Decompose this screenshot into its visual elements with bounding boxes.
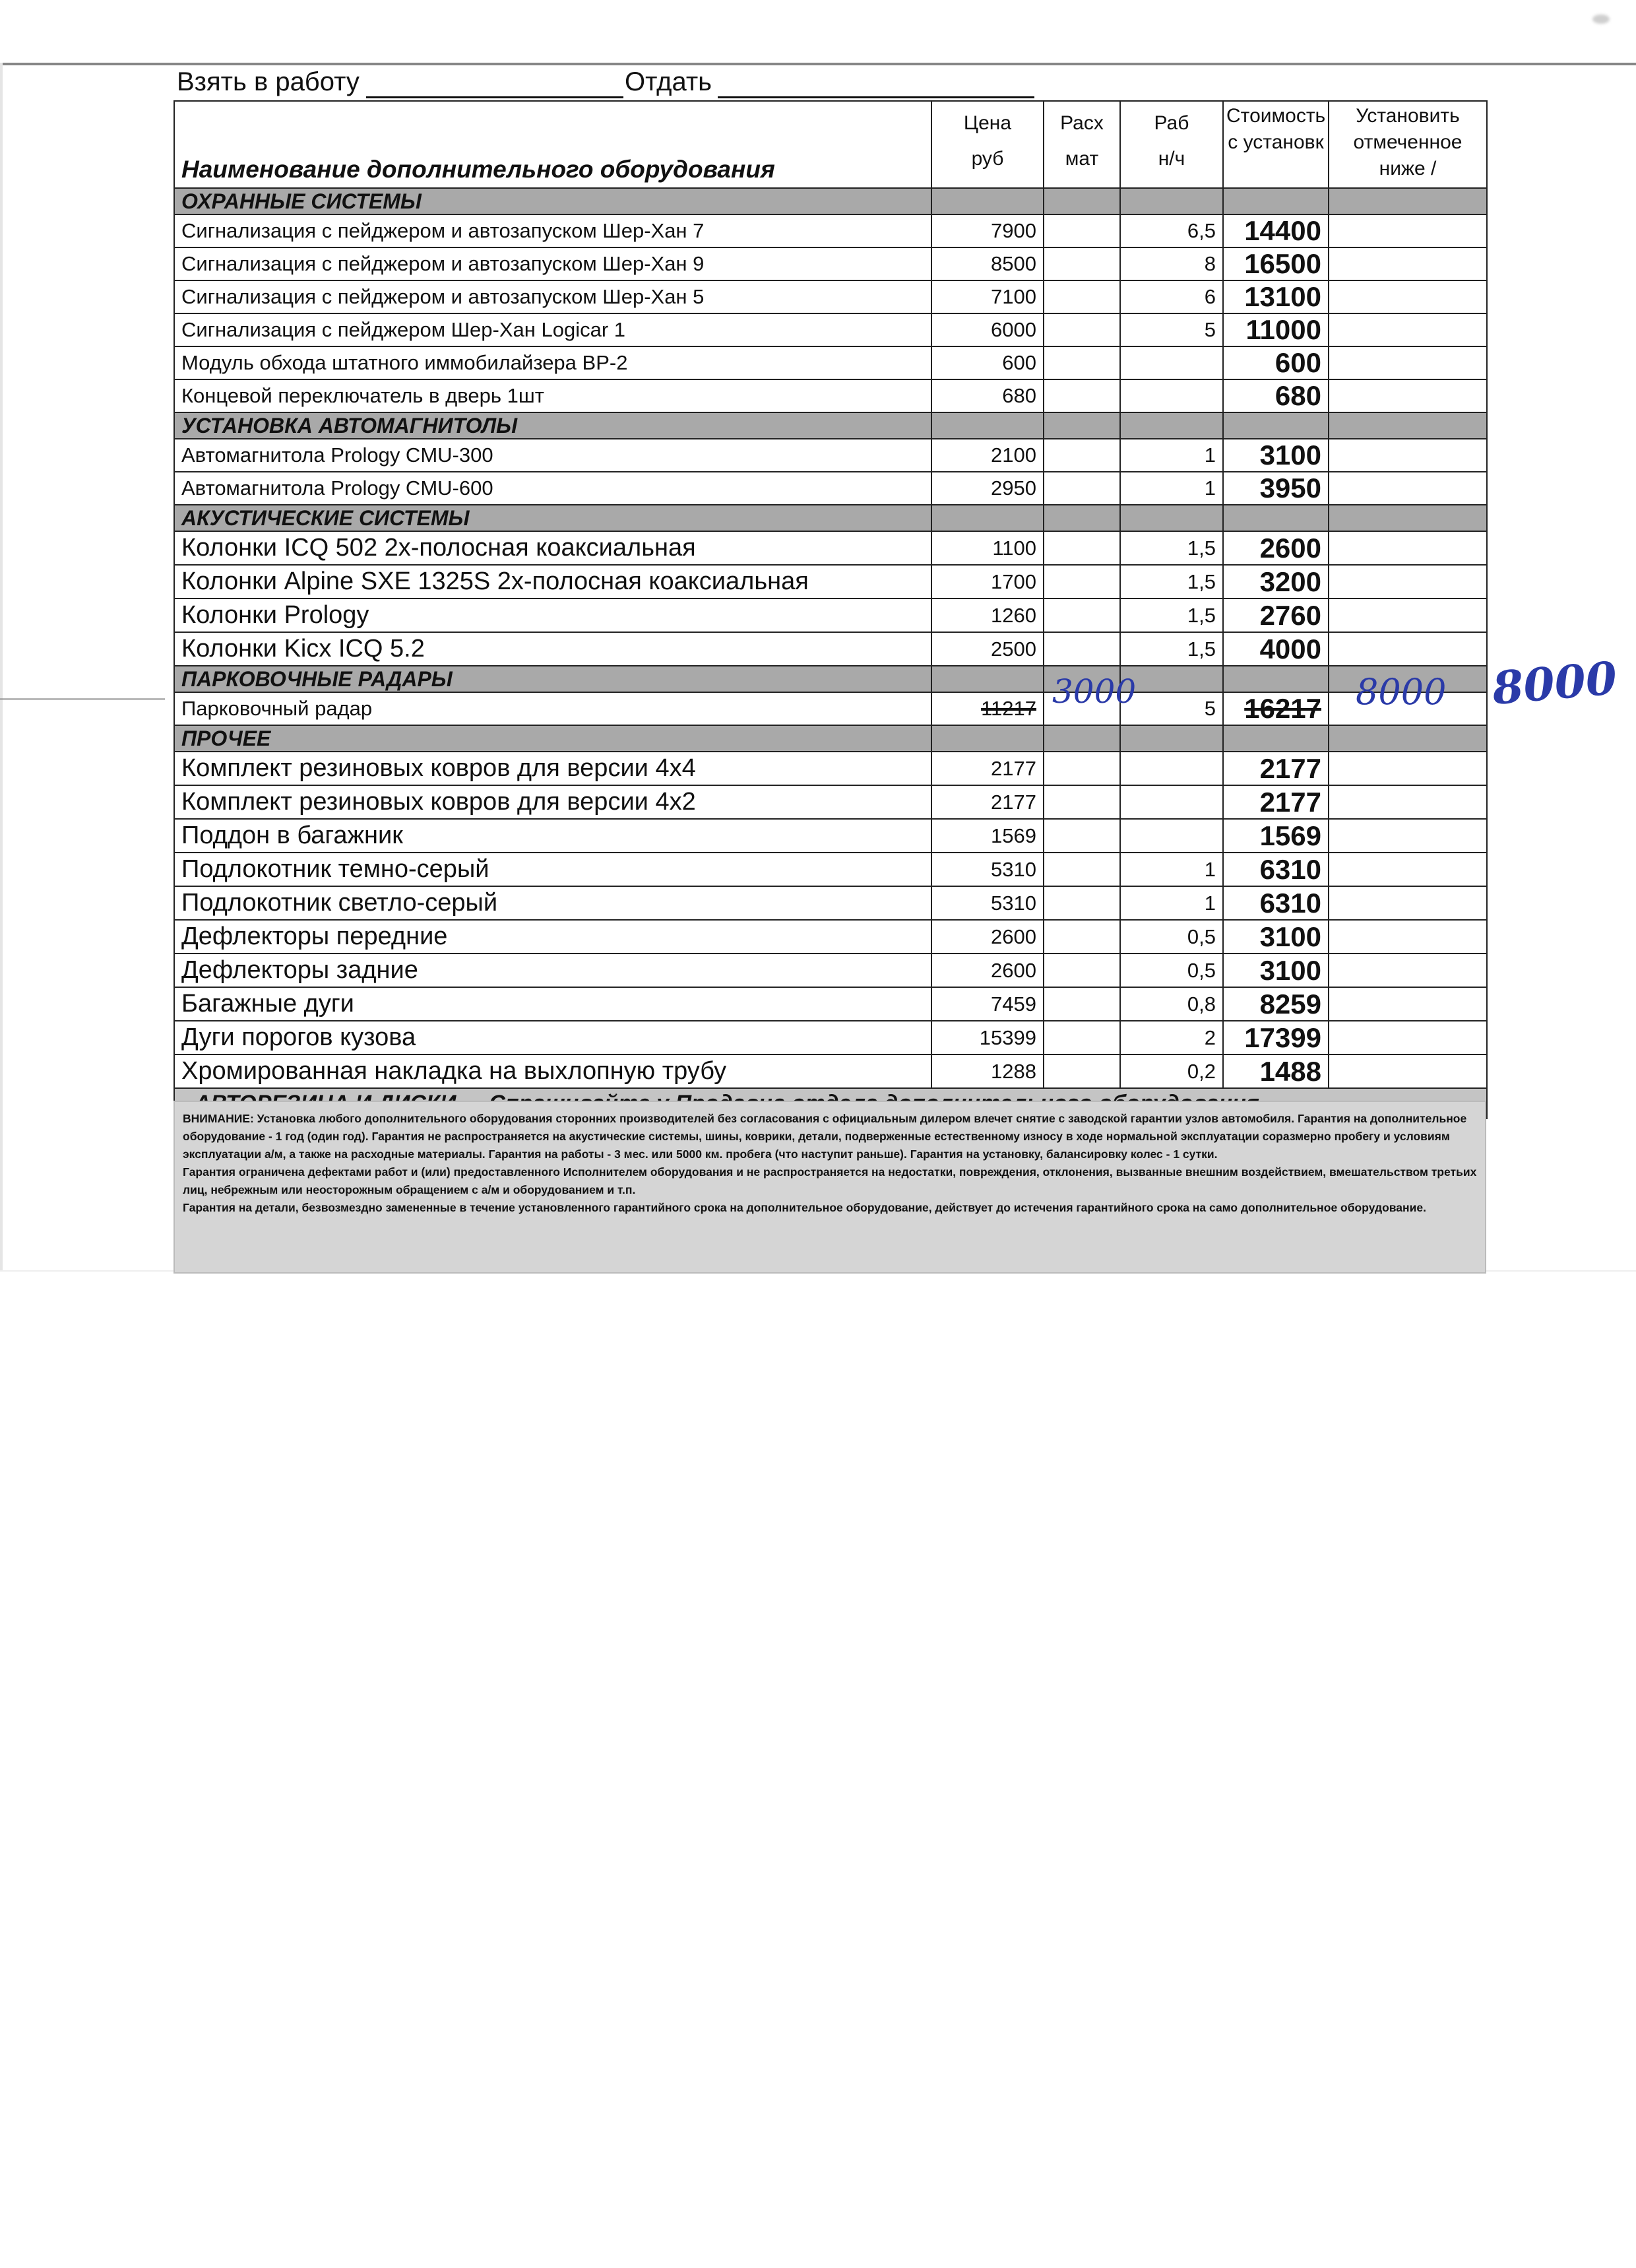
item-price: 1260 bbox=[931, 599, 1044, 632]
item-name: Колонки Kicx ICQ 5.2 bbox=[174, 632, 931, 666]
section-title: ПАРКОВОЧНЫЕ РАДАРЫ bbox=[174, 666, 931, 692]
section-header-row bbox=[174, 505, 1487, 531]
item-material bbox=[1044, 599, 1120, 632]
handwritten-signature: 8000 bbox=[1490, 651, 1620, 716]
item-total: 13100 bbox=[1223, 280, 1329, 313]
column-header-name: Наименование дополнительного оборудования bbox=[174, 101, 931, 188]
section-empty-cell bbox=[931, 666, 1044, 692]
item-labor-hours: 0,5 bbox=[1120, 954, 1223, 987]
item-price: 5310 bbox=[931, 886, 1044, 920]
scan-top-margin bbox=[0, 0, 1636, 63]
item-price: 1700 bbox=[931, 565, 1044, 599]
section-empty-cell bbox=[1223, 505, 1329, 531]
item-price: 11217 bbox=[931, 692, 1044, 725]
item-install-mark[interactable] bbox=[1329, 920, 1487, 954]
table-row bbox=[174, 785, 1487, 819]
section-empty-cell bbox=[1044, 412, 1120, 439]
section-header-row bbox=[174, 725, 1487, 752]
handwritten-total-correction: 8000 bbox=[1356, 671, 1447, 713]
handwritten-price-correction: 3000 bbox=[1052, 672, 1137, 711]
table-row bbox=[174, 214, 1487, 247]
item-install-mark[interactable] bbox=[1329, 752, 1487, 785]
item-price: 2177 bbox=[931, 752, 1044, 785]
item-price: 600 bbox=[931, 346, 1044, 379]
item-total: 2177 bbox=[1223, 752, 1329, 785]
give-label: Отдать bbox=[625, 67, 712, 96]
item-labor-hours: 5 bbox=[1120, 692, 1223, 725]
item-name: Дефлекторы передние bbox=[174, 920, 931, 954]
item-labor-hours: 2 bbox=[1120, 1021, 1223, 1054]
table-row bbox=[174, 752, 1487, 785]
table-row bbox=[174, 692, 1487, 725]
item-labor-hours: 6 bbox=[1120, 280, 1223, 313]
item-material bbox=[1044, 785, 1120, 819]
item-price: 2100 bbox=[931, 439, 1044, 472]
item-install-mark[interactable] bbox=[1329, 313, 1487, 346]
item-labor-hours: 1 bbox=[1120, 472, 1223, 505]
item-material bbox=[1044, 346, 1120, 379]
item-material bbox=[1044, 886, 1120, 920]
item-price: 7100 bbox=[931, 280, 1044, 313]
section-header-row bbox=[174, 412, 1487, 439]
item-name: Сигнализация с пейджером и автозапуском Шер-Хан 9 bbox=[174, 247, 931, 280]
section-empty-cell bbox=[1120, 725, 1223, 752]
section-empty-cell bbox=[1044, 505, 1120, 531]
item-name: Подлокотник светло-серый bbox=[174, 886, 931, 920]
item-install-mark[interactable] bbox=[1329, 565, 1487, 599]
section-empty-cell bbox=[1329, 188, 1487, 214]
item-install-mark[interactable] bbox=[1329, 632, 1487, 666]
material-header-top: Расх bbox=[1060, 112, 1104, 134]
item-price: 7900 bbox=[931, 214, 1044, 247]
section-empty-cell bbox=[1120, 188, 1223, 214]
section-empty-cell bbox=[931, 188, 1044, 214]
warranty-notice bbox=[173, 1101, 1486, 1274]
table-row bbox=[174, 439, 1487, 472]
column-header-material bbox=[1044, 101, 1120, 188]
item-name: Сигнализация с пейджером и автозапуском Шер-Хан 7 bbox=[174, 214, 931, 247]
item-name: Парковочный радар bbox=[174, 692, 931, 725]
item-total: 600 bbox=[1223, 346, 1329, 379]
item-price: 1288 bbox=[931, 1054, 1044, 1088]
section-empty-cell bbox=[1223, 188, 1329, 214]
give-underline bbox=[718, 96, 1034, 98]
item-install-mark[interactable] bbox=[1329, 247, 1487, 280]
item-install-mark[interactable] bbox=[1329, 987, 1487, 1021]
item-name: Комплект резиновых ковров для версии 4х2 bbox=[174, 785, 931, 819]
item-total: 3200 bbox=[1223, 565, 1329, 599]
table-row bbox=[174, 472, 1487, 505]
item-labor-hours: 1,5 bbox=[1120, 531, 1223, 565]
table-row bbox=[174, 1021, 1487, 1054]
item-price: 1569 bbox=[931, 819, 1044, 853]
item-name: Сигнализация с пейджером и автозапуском Шер-Хан 5 bbox=[174, 280, 931, 313]
item-labor-hours bbox=[1120, 379, 1223, 412]
section-empty-cell bbox=[1120, 505, 1223, 531]
item-install-mark[interactable] bbox=[1329, 214, 1487, 247]
table-row bbox=[174, 313, 1487, 346]
section-empty-cell bbox=[931, 412, 1044, 439]
item-install-mark[interactable] bbox=[1329, 853, 1487, 886]
table-row bbox=[174, 599, 1487, 632]
item-install-mark[interactable] bbox=[1329, 819, 1487, 853]
item-material bbox=[1044, 280, 1120, 313]
section-header-row bbox=[174, 188, 1487, 214]
notice-text-1: Установка любого дополнительного оборудования сторонних производителей без согласования с официальным дилером влечет снятие с заводской гарантии узлов автомобиля. Гарантия на дополнительное оборудование - 1 год (один год). Гарантия не распространяется на акустические системы, шины, коврики, детали, подверженные естественному износу в ходе нормальной эксплуатации соразмерно пробегу и условиям эксплуатации а/м, а также на расходные материалы. Гарантия на работы - 3 мес. или 5000 км. пробега (что наступит раньше). Гарантия на установку, балансировку колес - 1 сутки. bbox=[183, 1112, 1467, 1161]
section-empty-cell bbox=[1329, 505, 1487, 531]
item-price: 680 bbox=[931, 379, 1044, 412]
section-title: АКУСТИЧЕСКИЕ СИСТЕМЫ bbox=[174, 505, 931, 531]
item-name: Дефлекторы задние bbox=[174, 954, 931, 987]
work-header-top: Раб bbox=[1154, 112, 1189, 134]
item-name: Модуль обхода штатного иммобилайзера BP-2 bbox=[174, 346, 931, 379]
item-material bbox=[1044, 472, 1120, 505]
item-total: 1488 bbox=[1223, 1054, 1329, 1088]
scan-artifact bbox=[1592, 15, 1610, 24]
item-total: 17399 bbox=[1223, 1021, 1329, 1054]
item-material bbox=[1044, 920, 1120, 954]
item-labor-hours: 0,2 bbox=[1120, 1054, 1223, 1088]
item-labor-hours: 0,5 bbox=[1120, 920, 1223, 954]
item-name: Колонки Alpine SXE 1325S 2х-полосная коаксиальная bbox=[174, 565, 931, 599]
column-header-work bbox=[1120, 101, 1223, 188]
section-empty-cell bbox=[1223, 725, 1329, 752]
take-underline bbox=[366, 96, 623, 98]
item-name: Сигнализация с пейджером Шер-Хан Logicar 1 bbox=[174, 313, 931, 346]
item-material bbox=[1044, 632, 1120, 666]
notice-paragraph-1 bbox=[183, 1110, 1478, 1163]
material-header-bottom: мат bbox=[1065, 148, 1099, 170]
item-total: 4000 bbox=[1223, 632, 1329, 666]
item-install-mark[interactable] bbox=[1329, 954, 1487, 987]
item-total: 2177 bbox=[1223, 785, 1329, 819]
item-price: 7459 bbox=[931, 987, 1044, 1021]
item-labor-hours: 1,5 bbox=[1120, 599, 1223, 632]
section-empty-cell bbox=[1120, 412, 1223, 439]
item-total: 16217 bbox=[1223, 692, 1329, 725]
column-header-cost: Стоимость с установк bbox=[1223, 101, 1329, 188]
item-material bbox=[1044, 531, 1120, 565]
item-install-mark[interactable] bbox=[1329, 785, 1487, 819]
section-empty-cell bbox=[1329, 412, 1487, 439]
table-row bbox=[174, 247, 1487, 280]
notice-heading: ВНИМАНИЕ: bbox=[183, 1112, 254, 1125]
price-header-bottom: руб bbox=[971, 148, 1004, 170]
item-install-mark[interactable] bbox=[1329, 1021, 1487, 1054]
item-install-mark[interactable] bbox=[1329, 280, 1487, 313]
section-empty-cell bbox=[1044, 188, 1120, 214]
item-labor-hours: 1 bbox=[1120, 886, 1223, 920]
table-row bbox=[174, 920, 1487, 954]
section-empty-cell bbox=[931, 725, 1044, 752]
item-install-mark[interactable] bbox=[1329, 599, 1487, 632]
item-name: Комплект резиновых ковров для версии 4х4 bbox=[174, 752, 931, 785]
item-total: 2600 bbox=[1223, 531, 1329, 565]
item-install-mark[interactable] bbox=[1329, 346, 1487, 379]
item-total: 14400 bbox=[1223, 214, 1329, 247]
table-row bbox=[174, 346, 1487, 379]
item-price: 2500 bbox=[931, 632, 1044, 666]
item-name: Подлокотник темно-серый bbox=[174, 853, 931, 886]
section-title: ОХРАННЫЕ СИСТЕМЫ bbox=[174, 188, 931, 214]
item-total: 6310 bbox=[1223, 853, 1329, 886]
sheet-left-edge bbox=[0, 63, 3, 1270]
item-total: 1569 bbox=[1223, 819, 1329, 853]
item-material bbox=[1044, 379, 1120, 412]
item-total: 2760 bbox=[1223, 599, 1329, 632]
item-labor-hours bbox=[1120, 819, 1223, 853]
table-row bbox=[174, 565, 1487, 599]
table-row bbox=[174, 987, 1487, 1021]
item-install-mark[interactable] bbox=[1329, 886, 1487, 920]
take-give-line bbox=[177, 65, 1034, 102]
item-price: 2950 bbox=[931, 472, 1044, 505]
table-row bbox=[174, 1054, 1487, 1088]
item-price: 1100 bbox=[931, 531, 1044, 565]
table-row bbox=[174, 819, 1487, 853]
item-name: Колонки Prology bbox=[174, 599, 931, 632]
section-empty-cell bbox=[1223, 412, 1329, 439]
table-row bbox=[174, 886, 1487, 920]
item-price: 2600 bbox=[931, 954, 1044, 987]
item-material bbox=[1044, 214, 1120, 247]
table-row bbox=[174, 531, 1487, 565]
item-name: Колонки ICQ 502 2х-полосная коаксиальная bbox=[174, 531, 931, 565]
item-name: Концевой переключатель в дверь 1шт bbox=[174, 379, 931, 412]
take-label: Взять в работу bbox=[177, 67, 360, 96]
item-labor-hours: 8 bbox=[1120, 247, 1223, 280]
item-labor-hours bbox=[1120, 346, 1223, 379]
table-row bbox=[174, 954, 1487, 987]
item-total: 680 bbox=[1223, 379, 1329, 412]
item-material bbox=[1044, 954, 1120, 987]
table-row bbox=[174, 853, 1487, 886]
item-material bbox=[1044, 565, 1120, 599]
item-material bbox=[1044, 1054, 1120, 1088]
item-name: Автомагнитола Prology CMU-300 bbox=[174, 439, 931, 472]
item-install-mark[interactable] bbox=[1329, 439, 1487, 472]
item-total: 3100 bbox=[1223, 920, 1329, 954]
equipment-price-table bbox=[173, 100, 1488, 1119]
item-material bbox=[1044, 987, 1120, 1021]
item-material bbox=[1044, 819, 1120, 853]
item-price: 6000 bbox=[931, 313, 1044, 346]
item-labor-hours: 1,5 bbox=[1120, 632, 1223, 666]
work-header-bottom: н/ч bbox=[1158, 148, 1185, 170]
item-material bbox=[1044, 247, 1120, 280]
table-row bbox=[174, 632, 1487, 666]
table-row bbox=[174, 280, 1487, 313]
item-labor-hours: 0,8 bbox=[1120, 987, 1223, 1021]
item-name: Багажные дуги bbox=[174, 987, 931, 1021]
item-material bbox=[1044, 439, 1120, 472]
item-labor-hours bbox=[1120, 752, 1223, 785]
item-total: 11000 bbox=[1223, 313, 1329, 346]
item-name: Дуги порогов кузова bbox=[174, 1021, 931, 1054]
item-price: 2600 bbox=[931, 920, 1044, 954]
item-price: 15399 bbox=[931, 1021, 1044, 1054]
item-labor-hours bbox=[1120, 785, 1223, 819]
item-labor-hours: 6,5 bbox=[1120, 214, 1223, 247]
item-install-mark[interactable] bbox=[1329, 1054, 1487, 1088]
item-total: 3100 bbox=[1223, 439, 1329, 472]
item-name: Поддон в багажник bbox=[174, 819, 931, 853]
section-empty-cell bbox=[1329, 725, 1487, 752]
price-header-top: Цена bbox=[963, 112, 1012, 134]
item-total: 16500 bbox=[1223, 247, 1329, 280]
notice-paragraph-2: Гарантия ограничена дефектами работ и (или) предоставленного Исполнителем оборудования и не распространяется на недостатки, повреждения, отклонения, вызванные внешним воздействием, вмешательством третьих лиц, небрежным или неосторожным обращением с а/м и оборудованием и т.п. bbox=[183, 1165, 1477, 1196]
table-header-row bbox=[174, 101, 1487, 188]
column-header-install: Установить отмеченное ниже / bbox=[1329, 101, 1487, 188]
item-material bbox=[1044, 853, 1120, 886]
item-price: 5310 bbox=[931, 853, 1044, 886]
item-total: 3100 bbox=[1223, 954, 1329, 987]
item-total: 3950 bbox=[1223, 472, 1329, 505]
section-header-row bbox=[174, 666, 1487, 692]
item-price: 8500 bbox=[931, 247, 1044, 280]
item-name: Хромированная накладка на выхлопную трубу bbox=[174, 1054, 931, 1088]
item-labor-hours: 1,5 bbox=[1120, 565, 1223, 599]
section-title: ПРОЧЕЕ bbox=[174, 725, 931, 752]
section-empty-cell bbox=[931, 505, 1044, 531]
item-material bbox=[1044, 752, 1120, 785]
table-row bbox=[174, 379, 1487, 412]
item-install-mark[interactable] bbox=[1329, 531, 1487, 565]
item-total: 8259 bbox=[1223, 987, 1329, 1021]
item-total: 6310 bbox=[1223, 886, 1329, 920]
section-empty-cell bbox=[1223, 666, 1329, 692]
item-install-mark[interactable] bbox=[1329, 472, 1487, 505]
item-labor-hours: 1 bbox=[1120, 439, 1223, 472]
column-header-price bbox=[931, 101, 1044, 188]
item-name: Автомагнитола Prology CMU-600 bbox=[174, 472, 931, 505]
item-install-mark[interactable] bbox=[1329, 379, 1487, 412]
section-title: УСТАНОВКА АВТОМАГНИТОЛЫ bbox=[174, 412, 931, 439]
notice-paragraph-3: Гарантия на детали, безвозмездно замененные в течение установленного гарантийного срока на дополнительное оборудование, действует до истечения гарантийного срока на само дополнительное оборудование. bbox=[183, 1201, 1426, 1214]
item-price: 2177 bbox=[931, 785, 1044, 819]
item-material bbox=[1044, 1021, 1120, 1054]
item-labor-hours: 1 bbox=[1120, 853, 1223, 886]
item-material bbox=[1044, 313, 1120, 346]
section-empty-cell bbox=[1044, 725, 1120, 752]
item-labor-hours: 5 bbox=[1120, 313, 1223, 346]
paper-crease bbox=[0, 698, 165, 700]
